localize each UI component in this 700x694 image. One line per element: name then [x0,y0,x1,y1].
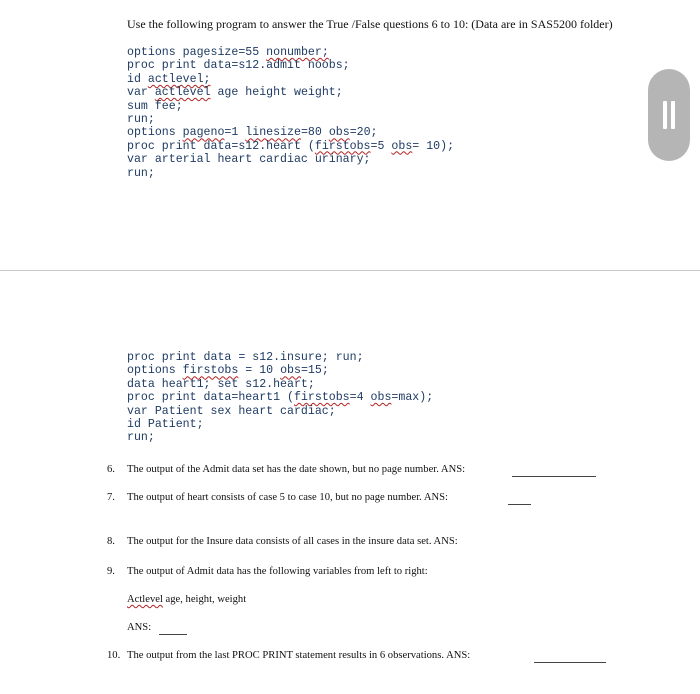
handle-grip-icon [671,101,675,129]
code-token: =4 [349,391,371,405]
code-token: proc print data=heart1 ( [127,391,294,405]
code-line [127,167,454,180]
question-8-text: The output for the Insure data consists of all cases in the insure data set. ANS: [127,536,458,547]
code-line [127,126,454,139]
code-line [127,391,433,404]
answer-blank-6[interactable] [512,476,596,477]
question-number: 9. [107,566,115,577]
spellcheck-flagged-token: pageno [182,126,225,140]
spellcheck-flagged-token: firstobs [314,139,371,153]
spellcheck-flagged-token: firstobs [182,364,239,378]
code-block-insure-heart1 [127,351,433,445]
question-number: 10. [107,650,121,661]
spellcheck-flagged-token: obs [280,364,301,378]
code-token: var arterial heart cardiac urinary; [127,153,371,167]
code-token: data heart1; set s12.heart; [127,377,315,391]
variable-actlevel: Actlevel [127,594,163,605]
code-token: proc print data = s12.insure; run; [127,351,364,364]
code-token: =max); [391,391,434,405]
code-token: = 10 [238,364,281,378]
code-token: sum fee; [127,99,183,113]
code-line [127,140,454,153]
code-token: run; [127,431,155,445]
code-token: =5 [370,139,392,153]
code-line [127,364,433,377]
code-line [127,431,433,444]
code-token: proc print data=s12.heart ( [127,139,315,153]
intro-text: Use the following program to answer the True /False questions 6 to 10: (Data are in SAS5200 folder) [127,17,613,31]
question-number: 8. [107,536,115,547]
code-line [127,153,454,166]
code-line [127,418,433,431]
code-token: var Patient sex heart cardiac; [127,404,336,418]
code-line [127,100,454,113]
code-token: options [127,126,183,140]
code-token: =20; [349,126,378,140]
spellcheck-flagged-token: linesize [245,126,301,140]
code-block-admit-heart [127,46,454,180]
code-token: = 10); [412,139,455,153]
spellcheck-flagged-token: actlevel; [147,72,211,86]
code-token: id Patient; [127,417,204,431]
code-line [127,46,454,59]
spellcheck-flagged-token: firstobs [293,391,350,405]
spellcheck-flagged-token: obs [370,391,392,405]
question-7-text: The output of heart consists of case 5 to case 10, but no page number. ANS: [127,492,448,503]
answer-blank-10[interactable] [534,662,606,663]
code-token: =80 [300,126,329,140]
scroll-handle[interactable] [648,69,690,161]
spellcheck-flagged-token: obs [328,126,350,140]
variable-list: age, height, weight [162,594,247,605]
code-token: run; [127,112,155,126]
code-line [127,405,433,418]
code-line [127,59,454,72]
answer-blank-9[interactable] [159,634,187,635]
question-10-text: The output from the last PROC PRINT statement results in 6 observations. ANS: [127,650,471,661]
spellcheck-flagged-token: nonumber; [266,46,329,59]
spellcheck-flagged-token: obs [391,139,413,153]
code-token: =1 [224,126,246,140]
question-number: 7. [107,492,115,503]
code-token: id [127,72,148,86]
code-line [127,73,454,86]
code-line [127,378,433,391]
code-token: var [127,86,155,100]
question-9-variables [127,594,246,605]
question-9-text: The output of Admit data has the following variables from left to right: [127,566,428,577]
code-token: =15; [300,364,329,378]
code-line [127,113,454,126]
code-token: run; [127,166,155,180]
code-token: options pagesize=55 [127,46,267,59]
code-token: proc print data=s12.admit noobs; [127,59,350,73]
answer-blank-7[interactable] [508,504,531,505]
code-line [127,86,454,99]
code-line [127,351,433,364]
code-token: options [127,364,183,378]
handle-grip-icon [663,101,667,129]
spellcheck-flagged-token: actlevel [154,86,211,100]
code-token: age height weight; [210,86,343,100]
page-divider [0,270,700,271]
question-number: 6. [107,464,115,475]
question-9-ans-label: ANS: [127,622,152,633]
question-6-text: The output of the Admit data set has the date shown, but no page number. ANS: [127,464,466,475]
